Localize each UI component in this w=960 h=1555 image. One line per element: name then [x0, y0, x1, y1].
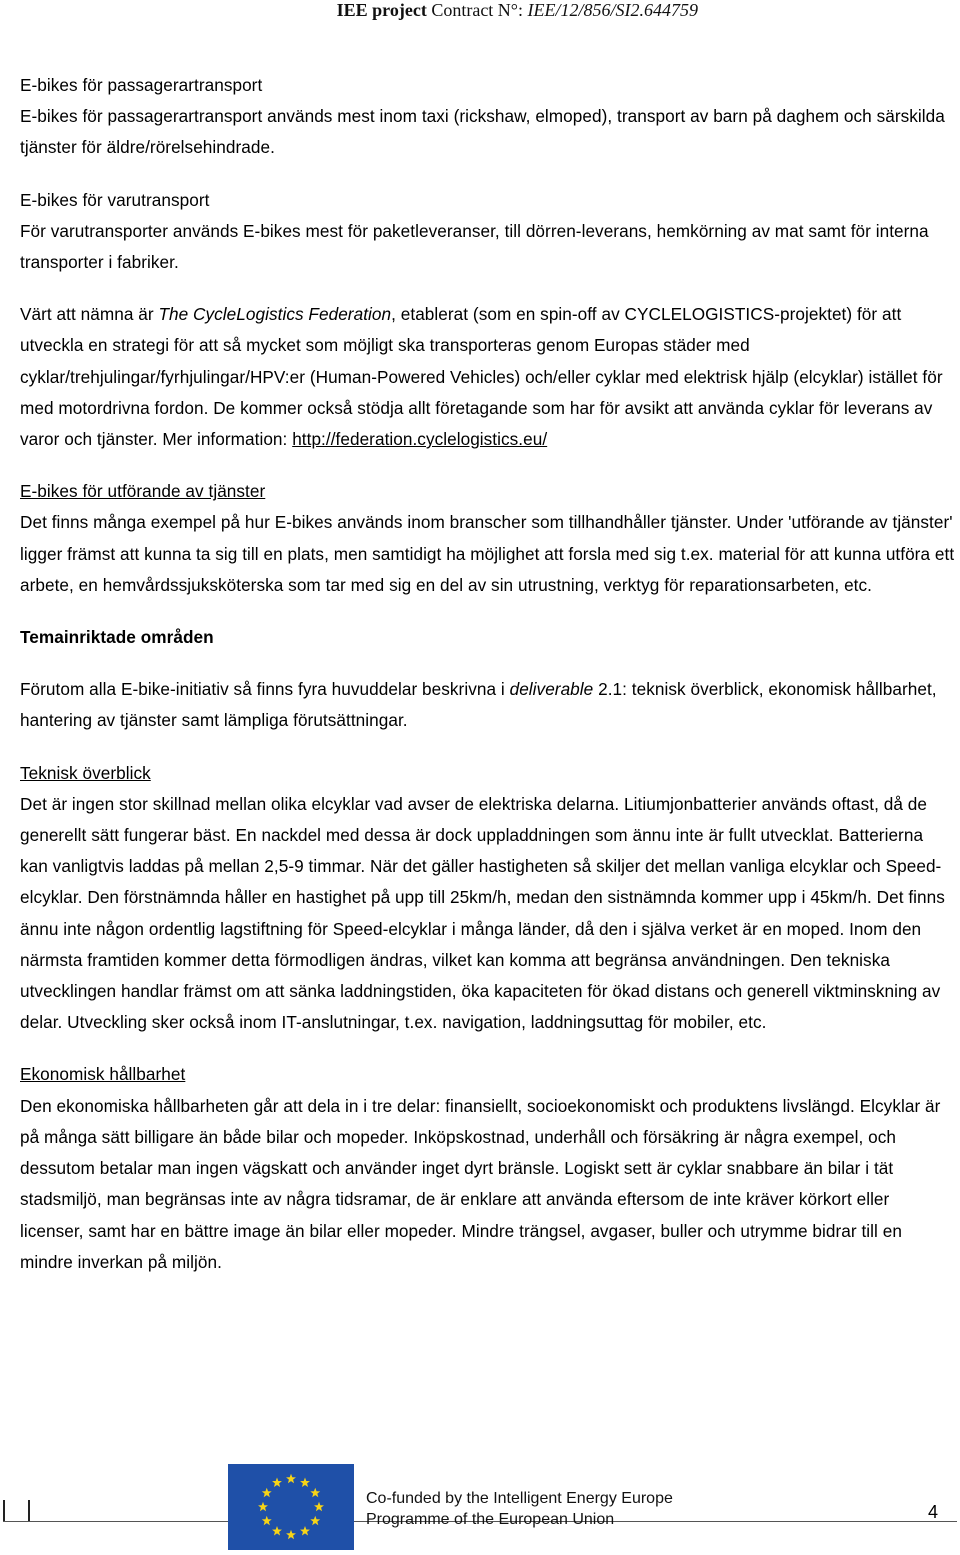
- federation-paragraph: [20, 299, 955, 455]
- goods-body: För varutransporter används E-bikes mest för paketleveranser, till dörren-leverans, hemkörning av mat samt för interna transporter i fabriker.: [20, 220, 929, 273]
- passenger-heading: E-bikes för passagerartransport: [20, 75, 263, 95]
- federation-name: The CycleLogistics Federation: [158, 304, 392, 325]
- project-label: IEE project: [336, 0, 427, 20]
- contract-label: Contract N°:: [431, 0, 524, 20]
- passenger-body: E-bikes för passagerartransport används mest inom taxi (rickshaw, elmoped), transport av barn på daghem och särskilda tjänster för äldre/rörelsehindrade.: [20, 106, 945, 158]
- cofund-line-2: Programme of the European Union: [366, 1511, 615, 1528]
- tech-body: Det är ingen stor skillnad mellan olika elcyklar vad avser de elektriska delarna. Litiumjonbatterier används oftast, då de generellt sätt fungerar bäst. En nackdel med dessa är dock uppladdningen som ännu inte är fullt utvecklat. Batterierna kan vanligtvis laddas på mellan 2,5-9 timmar. När det gäller hastigheten så skiljer det mellan vanliga elcyklar och Speed-elcyklar. Den förstnämnda håller en hastighet på upp till 25km/h, medan den sistnämnda kommer upp i 45km/h. Det finns ännu inte någon ordentlig lagstiftning för Speed-elcyklar i många länder, då den i själva verket är en moped. Inom den närmsta framtiden kommer detta förmodligen ändras, vilket kan komma att begränsa användningen. Den tekniska utvecklingen handlar främst om att sänka laddningstiden, öka kapaciteten för ökad distans och generell viktminskning av delar. Utveckling sker också inom IT-anslutningar, t.ex. navigation, laddningsuttag för mobiler, etc.: [20, 793, 945, 1033]
- page-header: [0, 0, 960, 22]
- footer-rule-left: [3, 1500, 5, 1522]
- federation-text: , etablerat (som en spin-off av CYCLELOGISTICS-projektet) för att utveckla en strategi för att så mycket som möjligt ska transporteras genom Europas städer med cyklar/trehjulingar/fyrhjulingar/HPV:er (Human-Powered Vehicles) och/eller cyklar med elektrisk hjälp (elcyklar) istället för med motordrivna fordon. De kommer också stödja allt företagande som har för avsikt att använda cyklar för leverans av varor och tjänster. Mer information:: [20, 304, 943, 450]
- themes-text: 2.1: teknisk överblick, ekonomisk hållbarhet, hantering av tjänster samt lämpliga förutsättningar.: [20, 679, 937, 731]
- eu-flag-icon: [228, 1464, 354, 1550]
- services-heading: E-bikes för utförande av tjänster: [20, 481, 266, 502]
- page-number: 4: [927, 1502, 938, 1522]
- themes-deliverable: deliverable: [509, 679, 594, 700]
- econ-heading: Ekonomisk hållbarhet: [20, 1064, 186, 1085]
- page-footer: [0, 1460, 960, 1555]
- footer-rule-left-2: [28, 1500, 30, 1522]
- contract-number: IEE/12/856/SI2.644759: [527, 0, 698, 20]
- goods-heading: E-bikes för varutransport: [20, 189, 210, 210]
- themes-body: [20, 674, 955, 736]
- tech-heading: Teknisk överblick: [20, 762, 151, 783]
- federation-intro: Värt att nämna är: [20, 304, 159, 325]
- themes-heading: Temainriktade områden: [20, 627, 214, 648]
- themes-intro: Förutom alla E-bike-initiativ så finns fyra huvuddelar beskrivna i: [20, 679, 510, 700]
- document-body: [20, 70, 955, 1278]
- services-body: Det finns många exempel på hur E-bikes används inom branscher som tillhandhåller tjänster. Under 'utförande av tjänster' ligger främst att kunna ta sig till en plats, men samtidigt ha möjlighet att forsla med sig t.ex. material för att kunna utföra ett arbete, en hemvårdssjuksköterska som tar med sig en del av sin utrustning, verktyg för reparationsarbeten, etc.: [20, 512, 955, 595]
- cofund-text: [366, 1488, 673, 1530]
- econ-body: Den ekonomiska hållbarheten går att dela in i tre delar: finansiellt, socioekonomiskt och produktens livslängd. Elcyklar är på många sätt billigare än både bilar och mopeder. Inköpskostnad, underhåll och försäkring är några exempel, och dessutom betalar man ingen vägskatt och använder inget dyrt bränsle. Logiskt sett är cyklar snabbare än bilar i tät stadsmiljö, man begränsas inte av några tidsramar, de är enklare att använda eftersom de inte kräver körkort eller licenser, samt har en bättre image än bilar eller mopeder. Mindre trängsel, avgaser, buller och utrymme bidrar till en mindre inverkan på miljön.: [20, 1095, 941, 1272]
- cofund-line-1: Co-funded by the Intelligent Energy Europe: [366, 1490, 673, 1507]
- federation-link[interactable]: http://federation.cyclelogistics.eu/: [292, 429, 548, 450]
